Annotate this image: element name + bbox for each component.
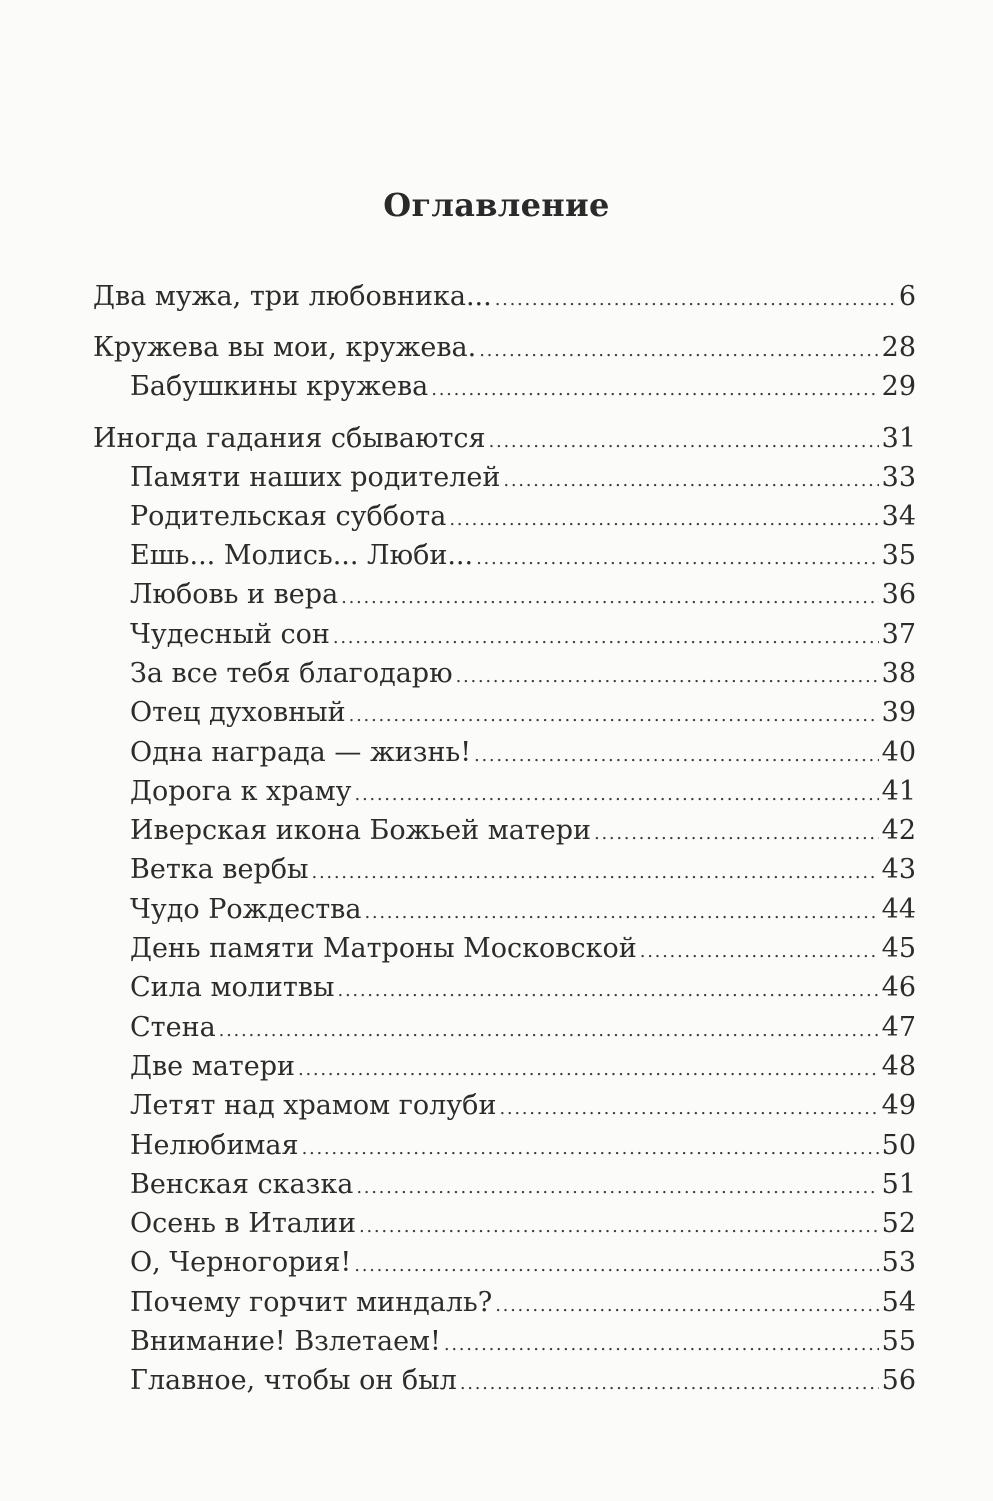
toc-leader-dots xyxy=(364,896,878,930)
toc-subentry xyxy=(130,1246,916,1283)
toc-subentry xyxy=(130,500,916,537)
toc-leader-dots xyxy=(495,1289,878,1323)
toc-entry-page: 46 xyxy=(881,972,916,1003)
toc-entry-title: За все тебя благодарю xyxy=(130,658,453,689)
toc-leader-dots xyxy=(495,283,896,317)
toc-entry-title: Летят над храмом голуби xyxy=(130,1090,497,1121)
toc-entry-title: Дорога к храму xyxy=(130,776,352,807)
toc-entry-title: Кружева вы мои, кружева. xyxy=(93,332,477,363)
toc-leader-dots xyxy=(499,1092,878,1126)
toc-leader-dots xyxy=(338,974,879,1008)
toc-entry-page: 42 xyxy=(881,815,916,846)
toc-entry-title: Любовь и вера xyxy=(130,579,339,610)
toc-entry-title: О, Черногория! xyxy=(130,1247,352,1278)
toc-entry-page: 33 xyxy=(881,462,916,493)
toc-entry-page: 37 xyxy=(881,619,916,650)
toc-subentry xyxy=(130,1129,916,1166)
toc-subentry xyxy=(130,461,916,498)
toc-entry-title: Главное, чтобы он был xyxy=(130,1365,457,1396)
toc-entry-page: 48 xyxy=(881,1051,916,1082)
toc-leader-dots xyxy=(359,1210,879,1244)
toc-leader-dots xyxy=(298,1053,879,1087)
toc-subentry xyxy=(130,696,916,733)
toc-entry-title: Осень в Италии xyxy=(130,1208,357,1239)
toc-leader-dots xyxy=(460,1367,879,1401)
toc-subentry xyxy=(130,814,916,851)
toc-entry-title: Отец духовный xyxy=(130,697,346,728)
toc-entry-title: Памяти наших родителей xyxy=(130,462,501,493)
toc-entry-title: Почему горчит миндаль? xyxy=(130,1287,493,1318)
toc-leader-dots xyxy=(476,542,879,576)
toc-entry-title: Стена xyxy=(130,1012,216,1043)
toc-leader-dots xyxy=(356,1171,878,1205)
toc-entry xyxy=(93,422,916,459)
page-title: Оглавление xyxy=(383,186,610,224)
toc-entry-page: 6 xyxy=(898,281,916,312)
toc-entry-page: 43 xyxy=(881,854,916,885)
toc-entry xyxy=(93,331,916,368)
toc-entry-page: 53 xyxy=(881,1247,916,1278)
toc-entry-page: 29 xyxy=(881,371,916,402)
toc-subentry xyxy=(130,1286,916,1323)
toc-leader-dots xyxy=(349,699,879,733)
toc-entry-page: 50 xyxy=(881,1130,916,1161)
toc-entry-page: 36 xyxy=(881,579,916,610)
toc-entry-page: 51 xyxy=(881,1169,916,1200)
toc-entry-title: Ветка вербы xyxy=(130,854,309,885)
toc-entry-page: 35 xyxy=(881,540,916,571)
toc-leader-dots xyxy=(354,1249,878,1283)
toc-entry-title: Нелюбимая xyxy=(130,1130,299,1161)
toc-entry-title: Два мужа, три любовника... xyxy=(93,281,492,312)
toc-entry-page: 34 xyxy=(881,501,916,532)
toc-entry-title: Две матери xyxy=(130,1051,296,1082)
toc-entry-title: Сила молитвы xyxy=(130,972,335,1003)
toc-entry-page: 44 xyxy=(881,894,916,925)
toc-entry-page: 39 xyxy=(881,697,916,728)
toc-entry-page: 54 xyxy=(881,1287,916,1318)
toc-entry-title: Одна награда — жизнь! xyxy=(130,737,472,768)
toc-entry-title: Чудесный сон xyxy=(130,619,330,650)
toc-subentry xyxy=(130,1364,916,1401)
toc-entry-page: 49 xyxy=(881,1090,916,1121)
toc-leader-dots xyxy=(640,935,879,969)
toc-leader-dots xyxy=(503,464,878,498)
toc-subentry xyxy=(130,853,916,890)
toc-entry-page: 28 xyxy=(881,332,916,363)
toc-leader-dots xyxy=(594,817,879,851)
toc-leader-dots xyxy=(355,778,879,812)
toc-entry-page: 55 xyxy=(881,1326,916,1357)
toc-entry xyxy=(93,280,916,317)
toc-entry-page: 31 xyxy=(881,423,916,454)
toc-entry-title: Внимание! Взлетаем! xyxy=(130,1326,441,1357)
toc-subentry xyxy=(130,539,916,576)
toc-subentry xyxy=(130,578,916,615)
toc-subentry xyxy=(130,1168,916,1205)
toc-leader-dots xyxy=(302,1132,879,1166)
toc-leader-dots xyxy=(333,621,879,655)
toc-subentry xyxy=(130,736,916,773)
toc-subentry xyxy=(130,775,916,812)
toc-entry-page: 40 xyxy=(881,737,916,768)
toc-subentry xyxy=(130,1050,916,1087)
toc-entry-title: Венская сказка xyxy=(130,1169,354,1200)
toc-subentry xyxy=(130,1089,916,1126)
toc-entry-title: Бабушкины кружева xyxy=(130,371,429,402)
toc-subentry xyxy=(130,971,916,1008)
toc-subentry xyxy=(130,1011,916,1048)
toc-subentry xyxy=(130,893,916,930)
toc-entry-title: Иверская икона Божьей матери xyxy=(130,815,592,846)
toc-subentry xyxy=(130,932,916,969)
toc-subentry xyxy=(130,1325,916,1362)
toc-entry-page: 56 xyxy=(881,1365,916,1396)
toc-subentry xyxy=(130,370,916,407)
toc-entry-title: Чудо Рождества xyxy=(130,894,362,925)
toc-leader-dots xyxy=(456,660,879,694)
toc-entry-page: 45 xyxy=(881,933,916,964)
toc-entry-title: Ешь... Молись... Люби... xyxy=(130,540,474,571)
toc-leader-dots xyxy=(341,581,878,615)
toc-leader-dots xyxy=(474,739,879,773)
toc-leader-dots xyxy=(489,425,879,459)
toc-subentry xyxy=(130,657,916,694)
toc-entry-title: Родительская суббота xyxy=(130,501,447,532)
toc-entry-title: Иногда гадания сбываются xyxy=(93,423,486,454)
toc-leader-dots xyxy=(479,334,878,368)
toc-subentry xyxy=(130,618,916,655)
toc-leader-dots xyxy=(431,373,878,407)
toc-leader-dots xyxy=(219,1014,879,1048)
toc-entry-page: 38 xyxy=(881,658,916,689)
toc-leader-dots xyxy=(444,1328,879,1362)
toc-entry-page: 52 xyxy=(881,1208,916,1239)
toc-entry-page: 41 xyxy=(881,776,916,807)
toc-entry-title: День памяти Матроны Московской xyxy=(130,933,637,964)
toc-entry-page: 47 xyxy=(881,1012,916,1043)
toc-subentry xyxy=(130,1207,916,1244)
toc-leader-dots xyxy=(449,503,878,537)
toc-leader-dots xyxy=(312,856,879,890)
